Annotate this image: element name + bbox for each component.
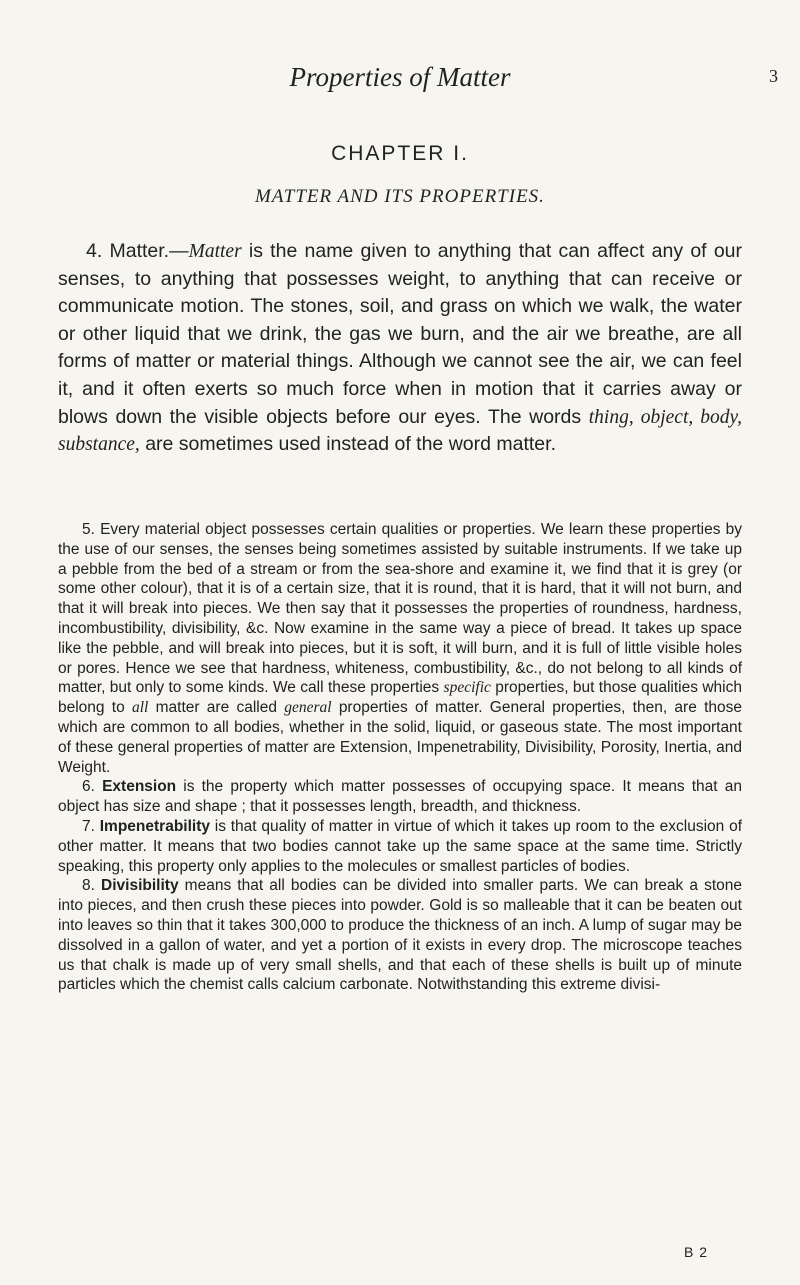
paragraph-tail: are sometimes used instead of the word matter.	[139, 433, 556, 456]
paragraph-matter	[58, 238, 742, 459]
paragraph-text: means that all bodies can be divided into smaller parts. We can break a stone into pieces, and then crush these pieces into powder. Gold is so malleable that it can be beaten out into leaves so thin that it takes 300,000 to produce the thickness of an inch. A lump of sugar may be dissolved in a gallon of water, and yet a portion of it exists in every drop. The microscope teaches us that chalk is made up of very small shells, and that each of these shells is built up of minute particles which the chemist calls calcium carbonate. Notwithstanding this extreme divisi-	[58, 877, 742, 994]
paragraph-text: is the property which matter possesses of occupying space. It means that an object has size and shape ; that it possesses length, breadth, and thickness.	[58, 778, 742, 816]
em-dash: —	[169, 240, 189, 262]
italic-words: thing, object, body, substance,	[58, 406, 743, 456]
paragraph-text: is the name given to anything that can affect any of our senses, to anything that possesses weight, to anything that can receive or communicate motion. The stones, soil, and grass on which we walk, the water or other liquid that we drink, the gas we burn, and the air we breathe, are all forms of matter or material things. Although we cannot see the air, we can feel it, and it often exerts so much force when in motion that it carries away or blows down the visible objects before our eyes. The words	[58, 240, 742, 428]
paragraph-text: properties of matter. General properties, then, are those which are common to all bodies, whether in the solid, liquid, or gaseous state. The most important of these general properties of matter are Extension, Impenetrability, Divisibility, Porosity, Inertia, and Weight.	[58, 699, 742, 776]
section-term: Extension	[102, 778, 177, 796]
paragraph-text: matter are called	[148, 699, 285, 717]
section-number: 8.	[82, 877, 95, 895]
chapter-subtitle: MATTER AND ITS PROPERTIES.	[255, 186, 545, 207]
paragraph-divisibility	[58, 876, 742, 995]
paragraph-text: Every material object possesses certain qualities or properties. We learn these properties by the use of our senses, the senses being sometimes assisted by suitable instruments. If we take up a pebble from the bed of a stream or from the sea-shore and examine it, we find that it is grey (or some other colour), that it is of a certain size, that it is round, that it is hard, that it will not burn, and that it will break into pieces. We then say that it possesses the properties of roundness, hardness, incombustibility, divisibility, &c. Now examine in the same way a piece of bread. It takes up space like the pebble, and will break into pieces, but it is soft, it will burn, and it is full of little visible holes or pores. Hence we see that hardness, whiteness, combustibility, &c., do not belong to all kinds of matter, but only to some kinds. We call these properties	[58, 521, 742, 697]
paragraph-impenetrability	[58, 817, 742, 876]
page-number: 3	[769, 66, 778, 86]
section-number: 6.	[82, 778, 95, 796]
section-number: 7.	[82, 817, 95, 835]
paragraph-properties	[58, 520, 742, 777]
italic-specific: specific	[443, 679, 491, 697]
lead-italic: Matter	[188, 241, 242, 262]
signature-mark: B 2	[683, 1244, 708, 1260]
section-4	[58, 238, 742, 459]
italic-general: general	[284, 699, 332, 717]
section-number: 4.	[86, 240, 103, 262]
paragraph-text: is that quality of matter in virtue of which it takes up room to the exclusion of other matter. It means that two bodies cannot take up the same space at the same time. Strictly speaking, this property only applies to the molecules or smallest particles of bodies.	[58, 817, 742, 875]
section-5	[58, 520, 742, 995]
running-title: Properties of Matter	[289, 62, 511, 92]
section-number: 5.	[82, 521, 95, 538]
paragraph-extension	[58, 777, 742, 817]
section-term: Impenetrability	[99, 817, 210, 835]
paragraph-text: properties, but those qualities which belong to	[58, 679, 742, 717]
section-term: Divisibility	[101, 877, 179, 895]
section-term: Matter.	[109, 240, 170, 262]
italic-all: all	[131, 699, 149, 717]
chapter-title: CHAPTER I.	[331, 142, 469, 165]
